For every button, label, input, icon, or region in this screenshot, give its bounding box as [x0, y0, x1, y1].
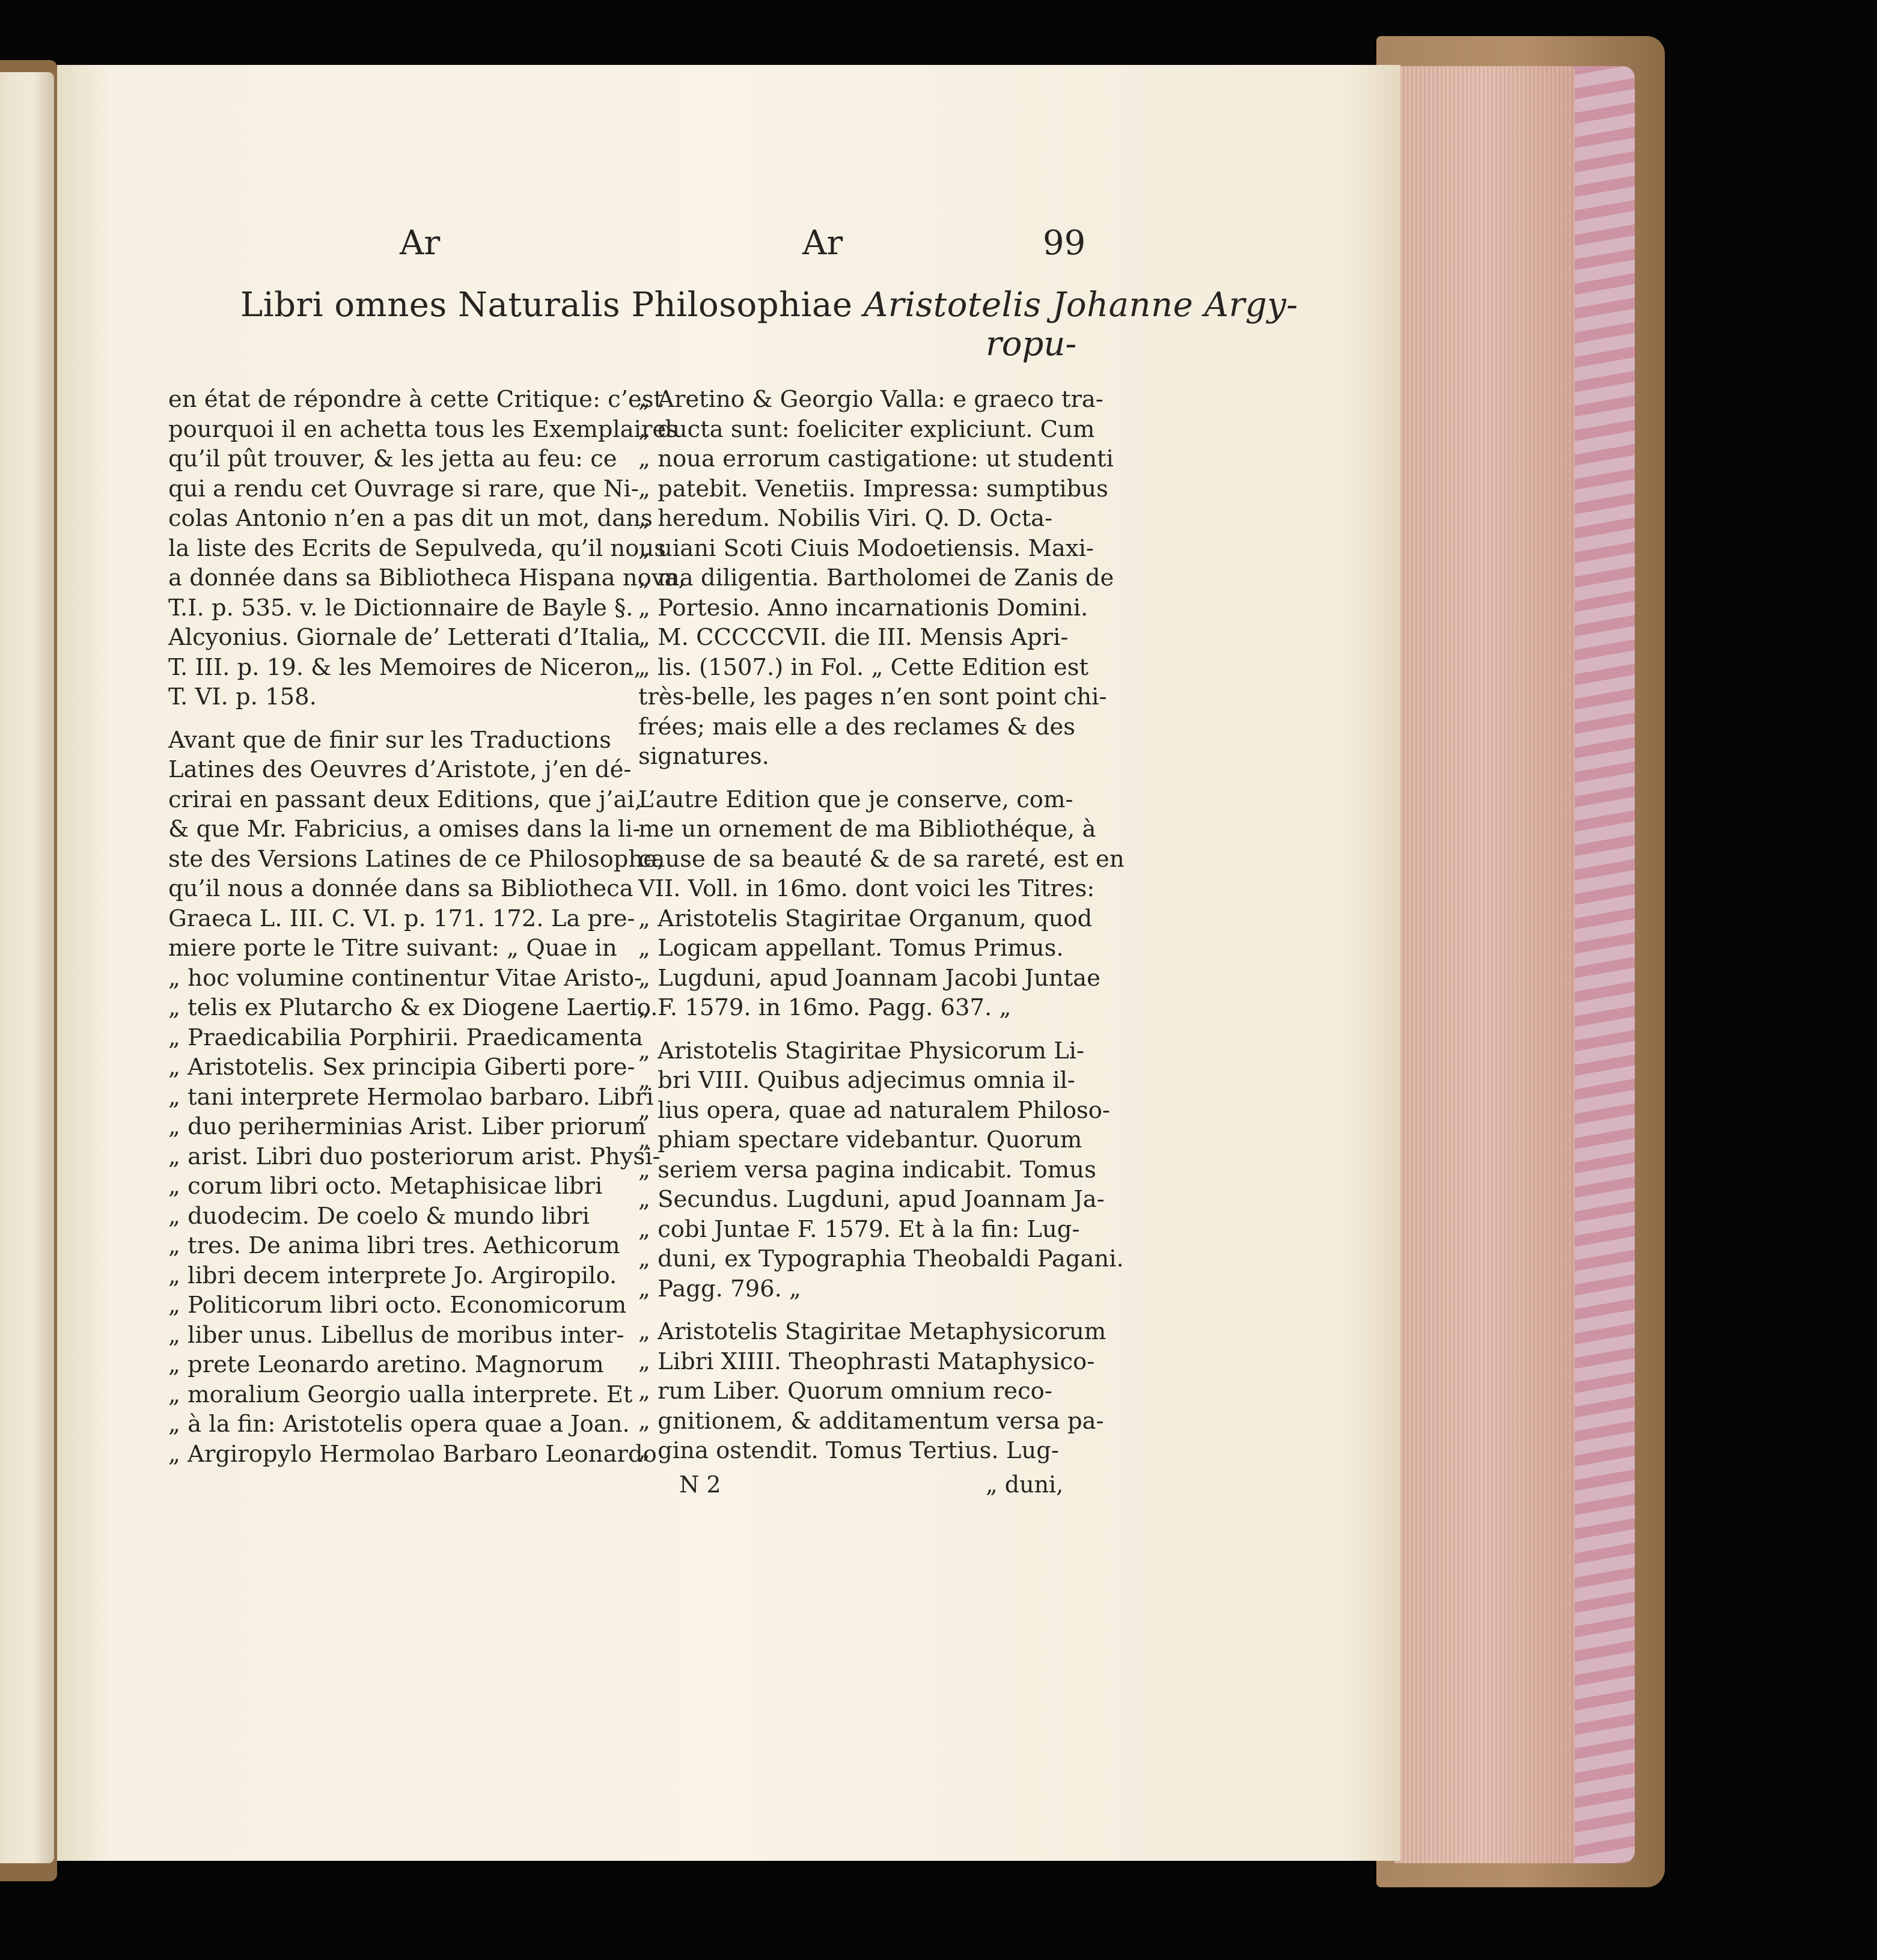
text-line: pourquoi il en achetta tous les Exemplaires: [168, 415, 678, 443]
text-line: „ Argiropylo Hermolao Barbaro Leonardo: [168, 1440, 657, 1468]
title-line-2: ropu-: [986, 325, 1077, 364]
text-line: „ gnitionem, & additamentum versa pa-: [638, 1407, 1104, 1435]
text-line: „ libri decem interprete Jo. Argiropilo.: [168, 1262, 617, 1289]
text-line: „ hoc volumine continentur Vitae Aristo-: [168, 964, 642, 992]
text-line: & que Mr. Fabricius, a omises dans la li-: [168, 816, 641, 843]
text-line: „ lis. (1507.) in Fol. „ Cette Edition est: [638, 653, 1088, 681]
title-italic: Aristotelis Johanne Argy-: [863, 285, 1298, 325]
text-line: „ gina ostendit. Tomus Tertius. Lug-: [638, 1437, 1059, 1464]
text-line: „ Praedicabilia Porphirii. Praedicamenta: [168, 1024, 643, 1051]
text-line: „ noua errorum castigatione: ut studenti: [638, 445, 1114, 472]
text-line: „ Secundus. Lugduni, apud Joannam Ja-: [638, 1186, 1105, 1213]
text-line: „ duodecim. De coelo & mundo libri: [168, 1202, 590, 1230]
text-line: „ Aristotelis Stagiritae Organum, quod: [638, 905, 1093, 932]
text-line: „ prete Leonardo aretino. Magnorum: [168, 1351, 604, 1378]
text-line: „ Pagg. 796. „: [638, 1275, 801, 1302]
text-line: „ ma diligentia. Bartholomei de Zanis de: [638, 564, 1114, 591]
left-column: [168, 385, 686, 1469]
text-line: „ telis ex Plutarcho & ex Diogene Laertio.: [168, 994, 658, 1021]
text-line: „ corum libri octo. Metaphisicae libri: [168, 1173, 603, 1200]
text-line: „ patebit. Venetiis. Impressa: sumptibus: [638, 475, 1108, 502]
text-line: Avant que de finir sur les Traductions: [168, 726, 611, 754]
text-line: „ Aristotelis. Sex principia Giberti pore-: [168, 1054, 635, 1081]
text-line: „ rum Liber. Quorum omnium reco-: [638, 1378, 1052, 1405]
text-line: miere porte le Titre suivant: „ Quae in: [168, 935, 617, 962]
text-line: T. VI. p. 158.: [168, 683, 317, 710]
text-line: „ cobi Juntae F. 1579. Et à la fin: Lug-: [638, 1215, 1080, 1243]
text-line: „ phiam spectare videbantur. Quorum: [638, 1126, 1082, 1153]
text-line: „ moralium Georgio ualla interprete. Et: [168, 1381, 633, 1408]
text-line: „ Lugduni, apud Joannam Jacobi Juntae: [638, 964, 1100, 992]
text-line: „ seriem versa pagina indicabit. Tomus: [638, 1156, 1096, 1183]
running-head-left: Ar: [400, 224, 441, 263]
text-line: la liste des Ecrits de Sepulveda, qu’il nous: [168, 534, 666, 562]
text-line: „ heredum. Nobilis Viri. Q. D. Octa-: [638, 505, 1053, 532]
title-prefix: Libri omnes Naturalis Philosophiae: [240, 285, 864, 325]
catchword: „ duni,: [986, 1471, 1064, 1498]
text-line: „ Portesio. Anno incarnationis Domini.: [638, 594, 1088, 621]
text-line: „ F. 1579. in 16mo. Pagg. 637. „: [638, 994, 1012, 1021]
text-line: „ liber unus. Libellus de moribus inter-: [168, 1321, 624, 1349]
text-line: „ Libri XIIII. Theophrasti Mataphysico-: [638, 1348, 1095, 1375]
text-line: „ duni, ex Typographia Theobaldi Pagani.: [638, 1245, 1124, 1272]
right-column: [638, 385, 1125, 1466]
text-line: T. III. p. 19. & les Memoires de Niceron,: [168, 653, 641, 681]
text-line: „ uiani Scoti Ciuis Modoetiensis. Maxi-: [638, 534, 1094, 562]
text-line: VII. Voll. in 16mo. dont voici les Titres:: [638, 875, 1095, 902]
text-line: qui a rendu cet Ouvrage si rare, que Ni-: [168, 475, 639, 502]
text-line: T.I. p. 535. v. le Dictionnaire de Bayle §.: [168, 594, 633, 621]
running-head-center: Ar: [802, 224, 843, 263]
text-line: „ Logicam appellant. Tomus Primus.: [638, 935, 1064, 962]
text-line: colas Antonio n’en a pas dit un mot, dans: [168, 505, 653, 532]
text-line: Latines des Oeuvres d’Aristote, j’en dé-: [168, 756, 632, 783]
title-line-1: [240, 285, 1298, 325]
text-line: en état de répondre à cette Critique: c’est: [168, 386, 663, 413]
text-line: Graeca L. III. C. VI. p. 171. 172. La pre-: [168, 905, 635, 932]
text-line: „ Aretino & Georgio Valla: e graeco tra-: [638, 386, 1103, 413]
left-page-edge: [0, 72, 54, 1863]
page-fore-edge: [1394, 66, 1575, 1863]
page-number: 99: [1043, 224, 1086, 263]
text-line: „ tani interprete Hermolao barbaro. Libri: [168, 1083, 654, 1111]
text-line: „ lius opera, quae ad naturalem Philoso-: [638, 1096, 1110, 1124]
text-line: qu’il pût trouver, & les jetta au feu: ce: [168, 445, 617, 472]
text-line: „ M. CCCCCVII. die III. Mensis Apri-: [638, 624, 1069, 651]
text-line: „ Aristotelis Stagiritae Physicorum Li-: [638, 1037, 1085, 1064]
text-line: crirai en passant deux Editions, que j’ai,: [168, 786, 642, 813]
text-line: Alcyonius. Giornale de’ Letterati d’Italia: [168, 624, 641, 651]
text-line: me un ornement de ma Bibliothéque, à: [638, 816, 1096, 843]
text-line: „ Aristotelis Stagiritae Metaphysicorum: [638, 1318, 1106, 1345]
text-line: cause de sa beauté & de sa rareté, est en: [638, 845, 1125, 873]
text-line: „ bri VIII. Quibus adjecimus omnia il-: [638, 1067, 1075, 1094]
text-line: „ tres. De anima libri tres. Aethicorum: [168, 1232, 620, 1259]
signature-mark: N 2: [679, 1471, 721, 1498]
text-line: ste des Versions Latines de ce Philosophe,: [168, 845, 665, 873]
text-line: qu’il nous a donnée dans sa Bibliotheca: [168, 875, 633, 902]
text-line: frées; mais elle a des reclames & des: [638, 713, 1076, 740]
text-line: „ à la fin: Aristotelis opera quae a Joan.: [168, 1411, 630, 1438]
text-line: „ ducta sunt: foeliciter expliciunt. Cum: [638, 415, 1095, 443]
text-line: L’autre Edition que je conserve, com-: [638, 786, 1073, 813]
text-line: „ Politicorum libri octo. Economicorum: [168, 1292, 627, 1319]
text-line: signatures.: [638, 743, 769, 770]
text-line: „ duo periherminias Arist. Liber priorum: [168, 1113, 646, 1140]
text-line: très-belle, les pages n’en sont point chi-: [638, 683, 1107, 710]
text-line: „ arist. Libri duo posteriorum arist. Physi-: [168, 1143, 661, 1170]
text-line: a donnée dans sa Bibliotheca Hispana nova,: [168, 564, 686, 591]
